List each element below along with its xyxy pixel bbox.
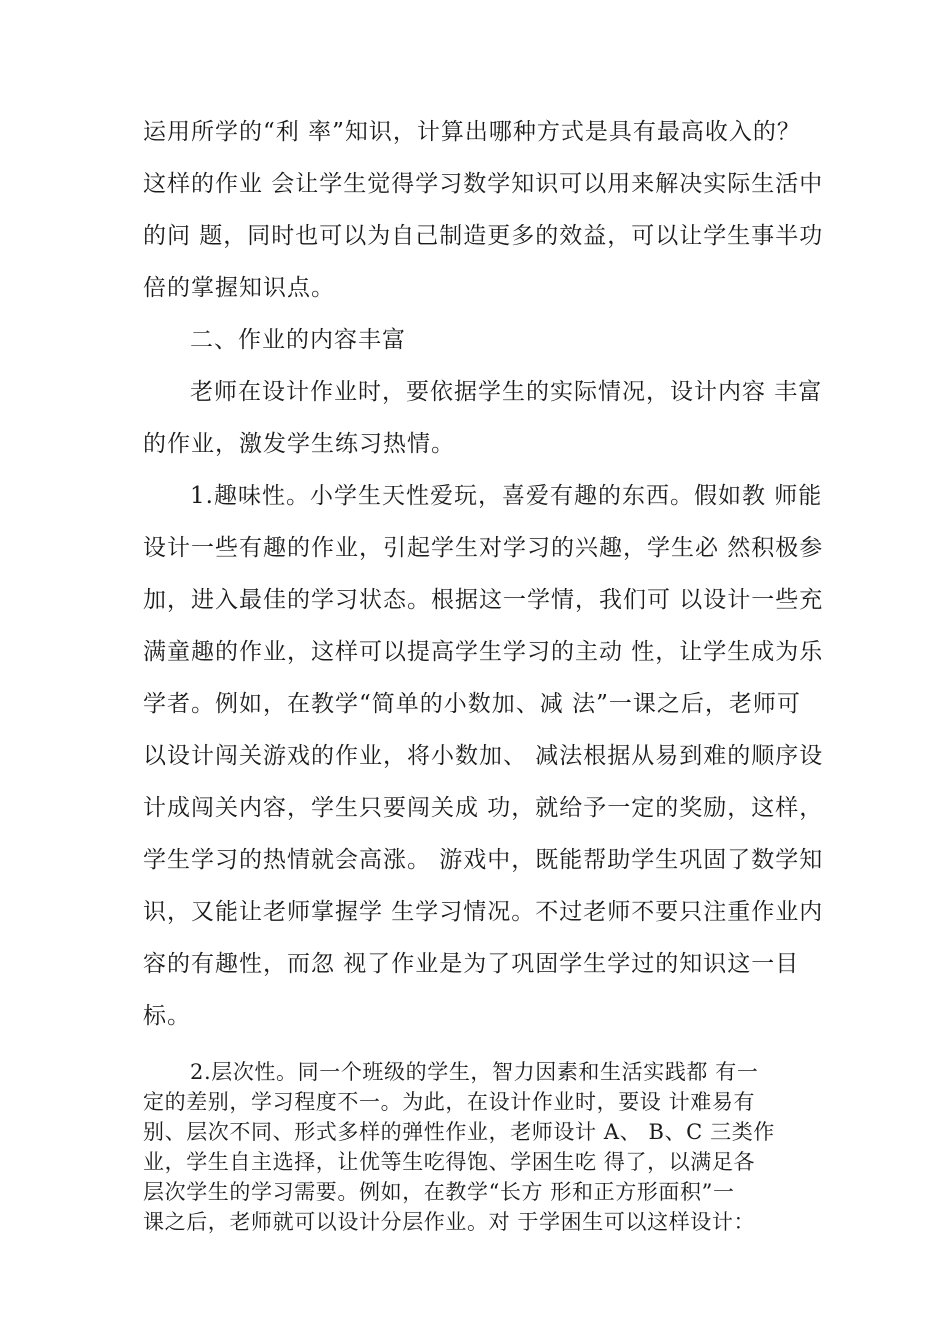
text-line: 以设计闯关游戏的作业，将小数加、 减法根据从易到难的顺序设 [143,743,824,769]
text-line: 的作业，激发学生练习热情。 [143,431,455,457]
text-line: 设计一些有趣的作业，引起学生对学习的兴趣，学生必 然积极参 [143,535,824,561]
text-line: 倍的掌握知识点。 [143,275,335,301]
section-heading: 二、作业的内容丰富 [190,327,406,353]
text-line: 定的差别，学习程度不一。为此，在设计作业时，要设 计难易有 [143,1090,756,1114]
text-line: 计成闯关内容，学生只要闯关成 功，就给予一定的奖励，这样， [143,795,824,821]
text-line: 别、层次不同、形式多样的弹性作业，老师设计 A、 B、C 三类作 [143,1120,775,1144]
text-line: 标。 [143,1003,191,1029]
text-line: 层次学生的学习需要。例如，在教学“长方 形和正方形面积”一 [143,1180,735,1204]
text-line: 学者。例如，在教学“简单的小数加、减 法”一课之后，老师可 [143,691,801,717]
text-line: 业，学生自主选择，让优等生吃得饱、学困生吃 得了，以满足各 [143,1150,756,1174]
text-line: 识，又能让老师掌握学 生学习情况。不过老师不要只注重作业内 [143,899,824,925]
text-line: 2.层次性。同一个班级的学生，智力因素和生活实践都 有一 [190,1060,759,1084]
text-line: 这样的作业 会让学生觉得学习数学知识可以用来解决实际生活中 [143,171,824,197]
text-line: 容的有趣性，而忽 视了作业是为了巩固学生学过的知识这一目 [143,951,800,977]
text-line: 的问 题，同时也可以为自己制造更多的效益，可以让学生事半功 [143,223,824,249]
text-line: 课之后，老师就可以设计分层作业。对 于学困生可以这样设计： [143,1210,756,1234]
text-line: 满童趣的作业，这样可以提高学生学习的主动 性，让学生成为乐 [143,639,824,665]
text-line: 1.趣味性。小学生天性爱玩，喜爱有趣的东西。假如教 师能 [190,483,823,509]
text-line: 加，进入最佳的学习状态。根据这一学情，我们可 以设计一些充 [143,587,824,613]
text-line: 老师在设计作业时，要依据学生的实际情况，设计内容 丰富 [190,379,823,405]
text-line: 学生学习的热情就会高涨。 游戏中，既能帮助学生巩固了数学知 [143,847,824,873]
text-line: 运用所学的“利 率”知识，计算出哪种方式是具有最高收入的？ [143,119,801,145]
